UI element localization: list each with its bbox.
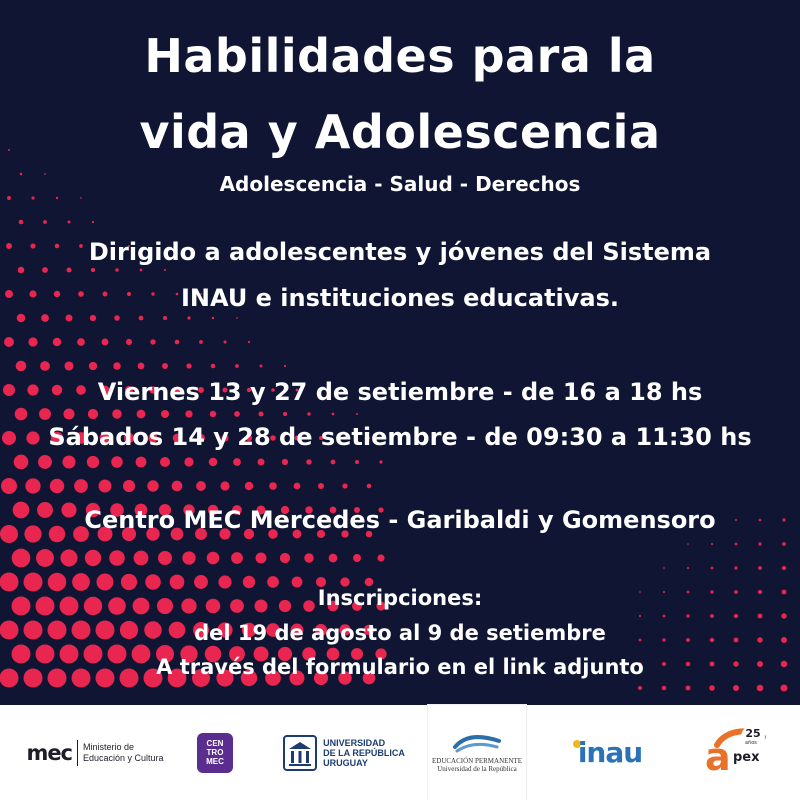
title-line-2: vida y Adolescencia [139, 105, 661, 159]
audience-line-1: Dirigido a adolescentes y jóvenes del Sistema [88, 238, 712, 266]
apex-mark [703, 723, 767, 783]
centro-mec-badge [197, 733, 233, 773]
inau-logo [560, 705, 652, 800]
centro-mec-line-2: TRO [206, 748, 224, 757]
udelar-line-1: UNIVERSIDAD [323, 737, 386, 748]
audience-line-2: INAU e instituciones educativas. [180, 284, 620, 312]
waves-icon [451, 733, 503, 755]
registration-heading: Inscripciones: [317, 586, 483, 610]
apex-anos: años [745, 739, 757, 746]
university-building-icon [283, 735, 317, 771]
schedule-saturday: Sábados 14 y 28 de setiembre - de 09:30 a 11:30 hs [48, 423, 752, 451]
udelar-line-3: URUGUAY [323, 757, 368, 768]
udelar-text [323, 738, 405, 768]
educacion-permanente-logo [428, 705, 526, 800]
apex-anniversary-badge: 25 [741, 725, 765, 749]
apex-letters-pex: pex [733, 749, 760, 765]
udelar-line-2: DE LA REPÚBLICA [323, 747, 405, 758]
mec-text-line-2: Educación y Cultura [83, 752, 164, 763]
mec-divider [77, 740, 78, 766]
apex-letter-a: a [705, 734, 731, 779]
logo-footer [0, 705, 800, 800]
centro-mec-line-3: MEC [206, 757, 224, 766]
centro-mec-logo [190, 705, 240, 800]
ep-line-1: EDUCACIÓN PERMANENTE [431, 756, 523, 765]
title-line-1: Habilidades para la [144, 29, 656, 83]
registration-method: A través del formulario en el link adjunto [156, 655, 644, 679]
mec-ministry-text [83, 742, 164, 764]
ep-line-2: Universidad de la República [437, 764, 517, 773]
subtitle: Adolescencia - Salud - Derechos [219, 172, 581, 196]
udelar-logo [283, 705, 405, 800]
centro-mec-line-1: CEN [206, 739, 224, 748]
mec-text-line-1: Ministerio de [83, 741, 135, 752]
schedule-friday: Viernes 13 y 27 de setiembre - de 16 a 18 hs [97, 378, 703, 406]
apex-logo [700, 705, 770, 800]
location: Centro MEC Mercedes - Garibaldi y Gomensoro [84, 506, 716, 534]
inau-wordmark: inau [577, 736, 643, 769]
registration-dates: del 19 de agosto al 9 de setiembre [194, 621, 606, 645]
mec-logo [20, 705, 170, 800]
mec-wordmark: mec [26, 740, 73, 765]
